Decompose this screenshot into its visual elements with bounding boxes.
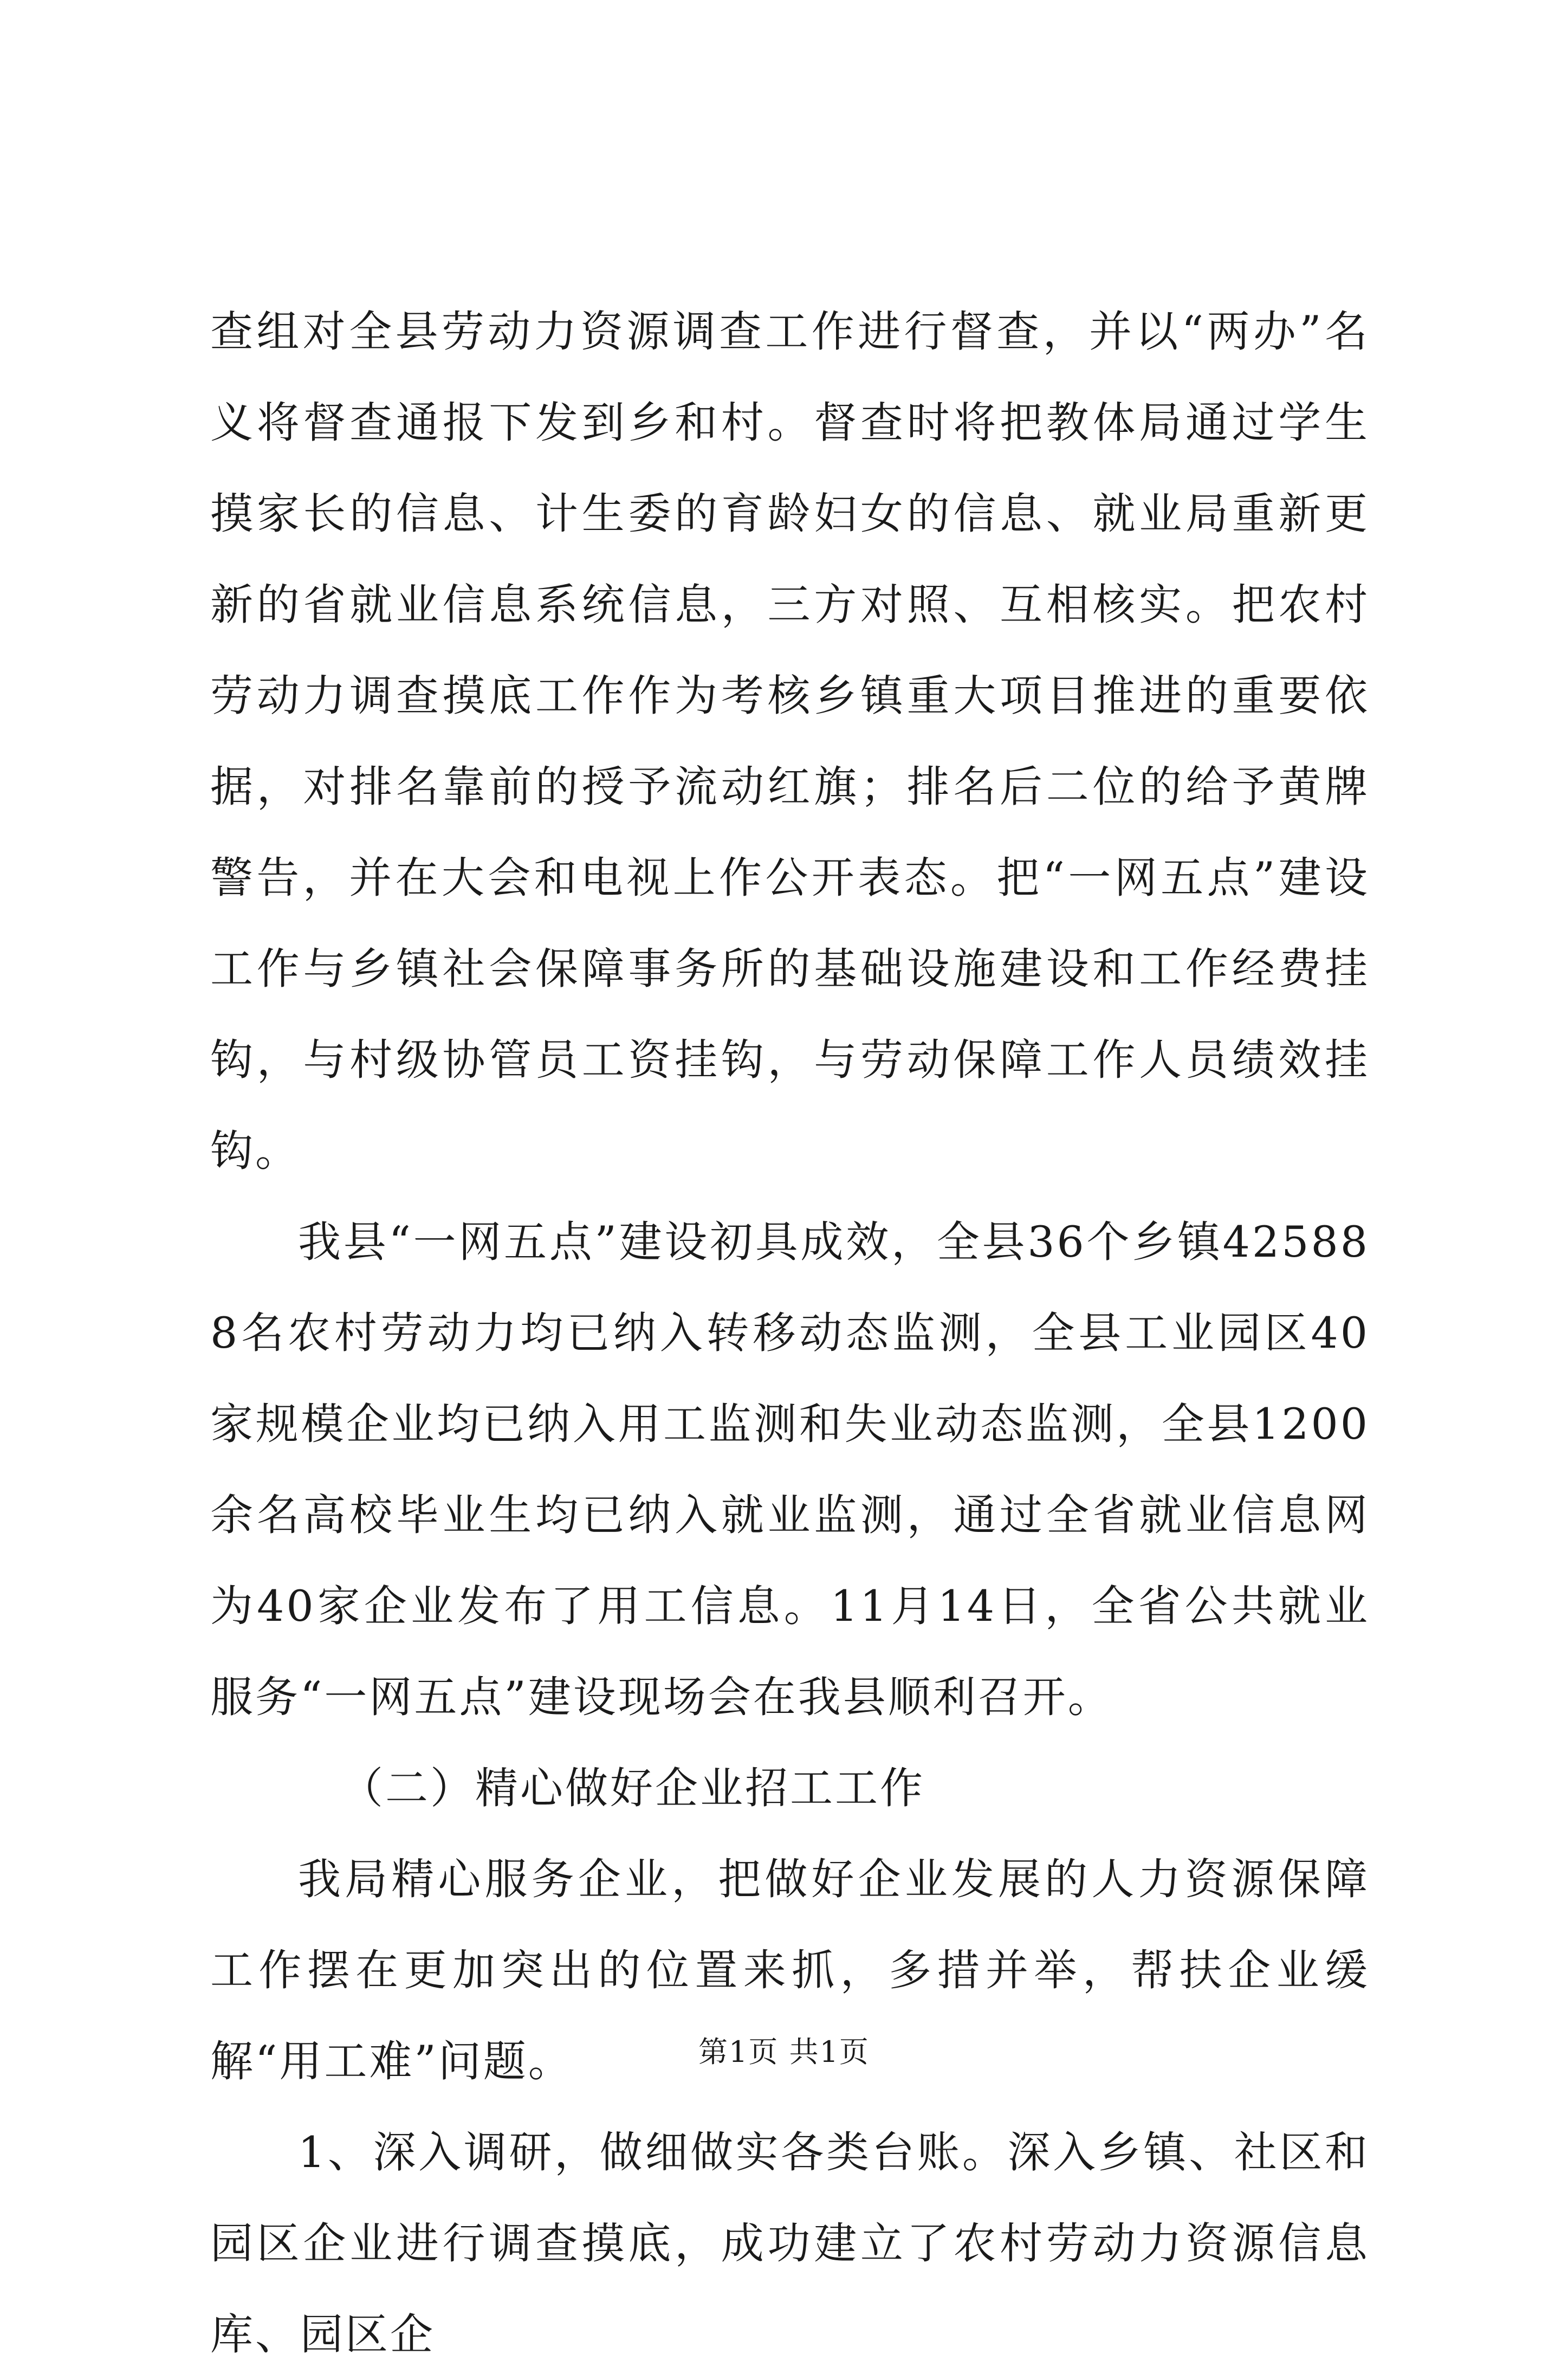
paragraph-1: 查组对全县劳动力资源调查工作进行督查，并以“两办”名义将督查通报下发到乡和村。督查时将把教体局通过学生摸家长的信息、计生委的育龄妇女的信息、就业局重新更新的省就业信息系统信息，三方对照、互相核实。把农村劳动力调查摸底工作作为考核乡镇重大项目推进的重要依据，对排名靠前的授予流动红旗；排名后二位的给予黄牌警告，并在大会和电视上作公开表态。把“一网五点”建设工作与乡镇社会保障事务所的基础设施建设和工作经费挂钩，与村级协管员工资挂钩，与劳动保障工作人员绩效挂钩。	[210, 307, 1370, 1176]
paragraph-2: 我县“一网五点”建设初具成效，全县36个乡镇425888名农村劳动力均已纳入转移动态监测，全县工业园区40家规模企业均已纳入用工监测和失业动态监测，全县1200余名高校毕业生均已纳入就业监测，通过全省就业信息网为40家企业发布了用工信息。11月14日，全省公共就业服务“一网五点”建设现场会在我县顺利召开。	[210, 1217, 1370, 1722]
paragraph-5: 1、深入调研，做细做实各类台账。深入乡镇、社区和园区企业进行调查摸底，成功建立了农村劳动力资源信息库、园区企	[210, 2127, 1370, 2359]
page-footer: 第1页 共1页	[698, 2035, 870, 2069]
section-heading: （二）精心做好企业招工工作	[340, 1763, 925, 1813]
paragraph-4: 我局精心服务企业，把做好企业发展的人力资源保障工作摆在更加突出的位置来抓，多措并举，帮扶企业缓解“用工难”问题。	[210, 1854, 1370, 2086]
